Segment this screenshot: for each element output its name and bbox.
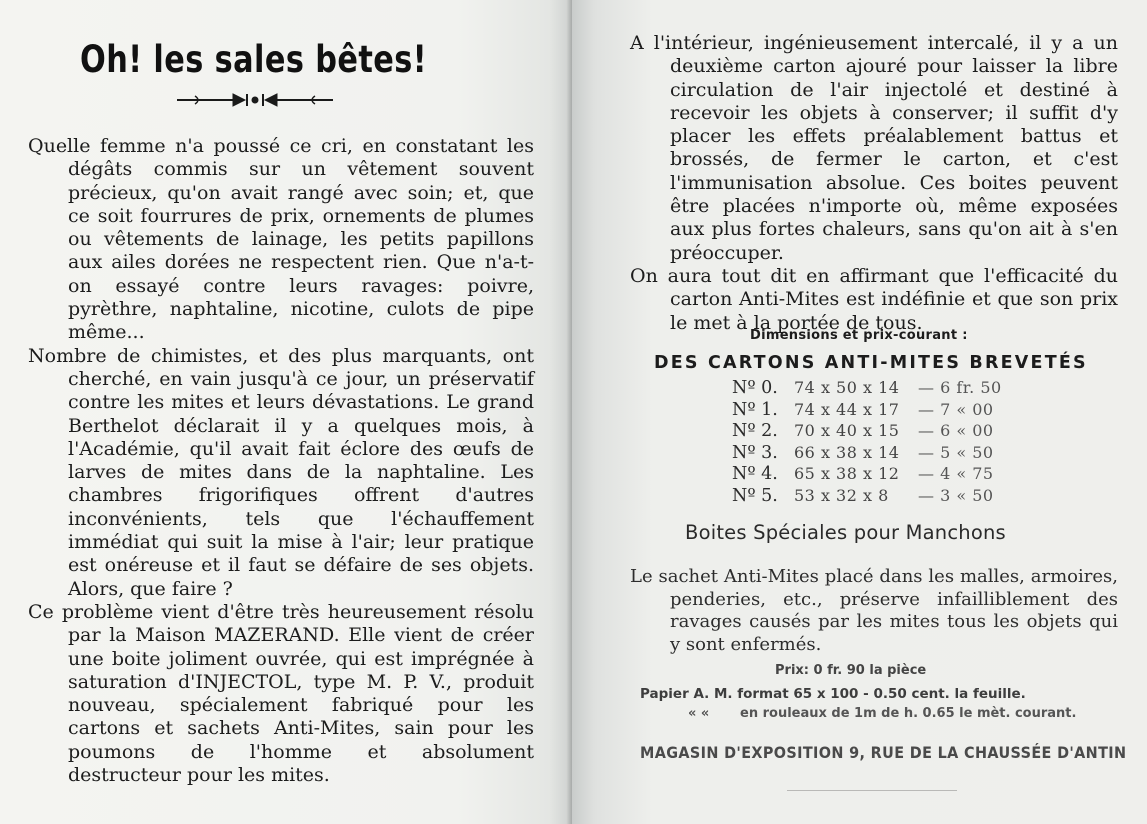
- paragraph: A l'intérieur, ingénieusement intercalé, il y a un deuxième carton ajouré pour laisser la libre circulation de l'air injectolé et destiné à recevoir les objets à conserver; il suffit d'y placer les effets préalablement battus et brossés, de fermer le carton, et c'est l'immunisation absolue. Ces boites peuvent être placées n'importe où, même exposées aux plus fortes chaleurs, sans qu'on ait à s'en préoccuper.: [630, 32, 1118, 264]
- price-list-row: Nº 5. 53 x 32 x 8 — 3 « 50: [732, 485, 994, 506]
- left-page: [0, 0, 572, 824]
- papier-price: Papier A. M. format 65 x 100 - 0.50 cent. la feuille.: [640, 686, 1026, 702]
- paragraph: Le sachet Anti-Mites placé dans les malles, armoires, penderies, etc., préserve infailliblement des ravages causés par les mites tous les objets qui y sont enfermés.: [630, 566, 1118, 655]
- rouleaux-text: en rouleaux de 1m de h. 0.65 le mèt. courant.: [740, 706, 1077, 721]
- boites-speciales-heading: Boites Spéciales pour Manchons: [685, 521, 1006, 544]
- price-list-row: Nº 3. 66 x 38 x 14 — 5 « 50: [732, 442, 994, 463]
- price-list-row: Nº 4. 65 x 38 x 12 — 4 « 75: [732, 464, 994, 484]
- sachet-text: [630, 566, 1118, 656]
- magasin-address: MAGASIN D'EXPOSITION 9, RUE DE LA CHAUSSÉE D'ANTIN: [640, 743, 1127, 762]
- price-list: [732, 378, 1002, 507]
- page-title: Oh! les sales bêtes!: [80, 38, 428, 81]
- paragraph: Nombre de chimistes, et des plus marquants, ont cherché, en vain jusqu'à ce jour, un préservatif contre les mites et leurs dévastations. Le grand Berthelot déclarait il y a quelques mois, à l'Académie, qu'il avait fait éclore des œufs de larves de mites dans de la naphtaline. Les chambres frigorifiques offrent d'autres inconvénients, tels que l'échauffement immédiat qui suit la mise à l'air; leur pratique est onéreuse et il faut se défaire de ses objets. Alors, que faire ?: [28, 344, 534, 600]
- rouleaux-price: [688, 706, 1076, 721]
- paragraph: Ce problème vient d'être très heureusement résolu par la Maison MAZERAND. Elle vient de créer une boite joliment ouvrée, qui est imprégnée à saturation d'INJECTOL, type M. P. V., produit nouveau, spécialement fabriqué pour les cartons et sachets Anti-Mites, sain pour les poumons de l'homme et absolument destructeur pour les mites.: [28, 600, 534, 787]
- cartons-title: DES CARTONS ANTI-MITES BREVETÉS: [654, 353, 1088, 373]
- sachet-price: Prix: 0 fr. 90 la pièce: [775, 663, 927, 678]
- dimensions-heading: Dimensions et prix-courant :: [750, 328, 968, 343]
- bottom-rule: [787, 790, 957, 791]
- paragraph: Quelle femme n'a poussé ce cri, en constatant les dégâts commis sur un vêtement souvent précieux, qu'on avait rangé avec soin; et, que ce soit fourrures de prix, ornements de plumes ou vêtements de lainage, les petits papillons aux ailes dorées ne respectent rien. Que n'a-t-on essayé contre leurs ravages: poivre, pyrèthre, naphtaline, nicotine, culots de pipe même...: [28, 135, 534, 344]
- fleuron-ornament: [175, 90, 335, 110]
- right-page: [572, 0, 1147, 824]
- ditto-marks: « «: [688, 706, 710, 721]
- price-list-row: Nº 0. 74 x 50 x 14 — 6 fr. 50: [732, 378, 1002, 398]
- price-list-row: Nº 2. 70 x 40 x 15 — 6 « 00: [732, 421, 994, 441]
- left-body-text: [28, 135, 534, 787]
- right-body-text: [630, 32, 1118, 335]
- paragraph: On aura tout dit en affirmant que l'efficacité du carton Anti-Mites est indéfinie et que son prix le met à la portée de tous.: [630, 264, 1118, 334]
- price-list-row: Nº 1. 74 x 44 x 17 — 7 « 00: [732, 399, 994, 420]
